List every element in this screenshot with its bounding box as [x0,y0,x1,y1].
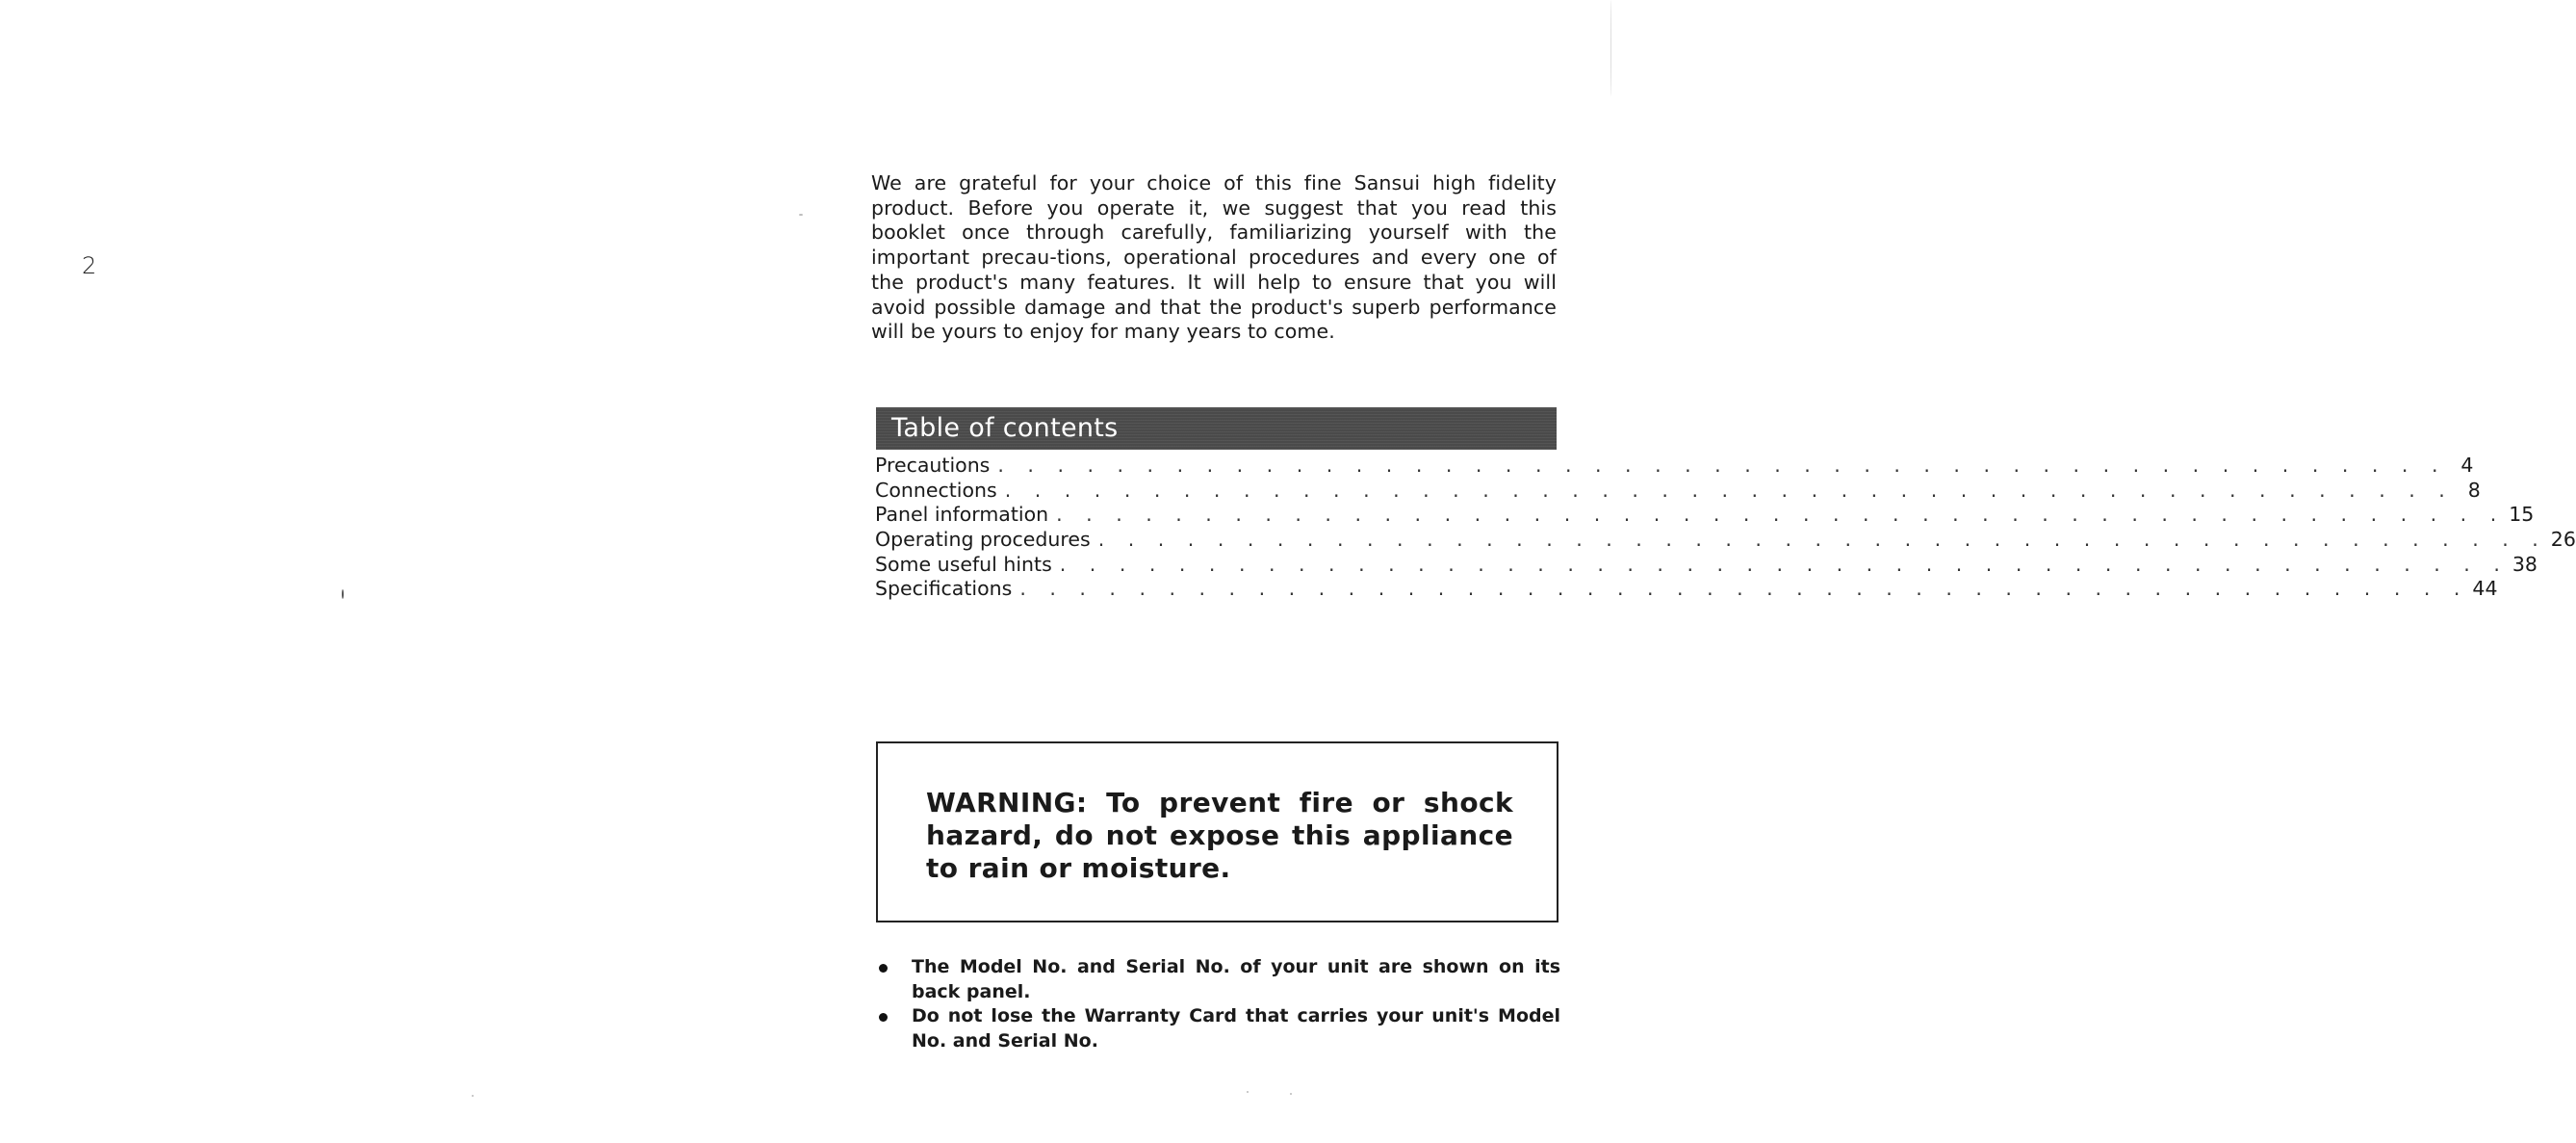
toc-leader-dots: . . . . . . . . . . . . . . . . . . . . . . . . . . . . . . . . . . . . . . . . . . . . . . . . . [1097,528,2547,552]
page-number: 2 [82,252,97,279]
note-item [871,955,1560,1004]
toc-item [875,552,2537,578]
toc-leader-dots: . . . . . . . . . . . . . . . . . . . . . . . . . . . . . . . . . . . . . . . . . . . . . . . . . [997,454,2447,477]
toc-item [875,478,2481,504]
toc-leader-dots: . . . . . . . . . . . . . . . . . . . . . . . . . . . . . . . . . . . . . . . . . . . . . . . . . [1004,478,2454,502]
toc-item-page: 15 [2509,503,2535,527]
scan-speck [1290,1093,1292,1095]
scan-speck [1610,0,1611,96]
toc-leader-dots: . . . . . . . . . . . . . . . . . . . . . . . . . . . . . . . . . . . . . . . . . . . . . . . . . [1056,503,2506,527]
toc-list [875,454,2576,602]
toc-item [875,577,2498,602]
toc-item-title: Operating procedures [875,528,1091,552]
toc-item-title: Some useful hints [875,552,1052,576]
toc-item-title: Connections [875,478,997,502]
warning-text: WARNING: To prevent fire or shock hazard, do not expose this appliance to rain or moisture. [926,787,1513,884]
toc-item-page: 38 [2512,552,2537,576]
notes-list [871,955,1560,1053]
toc-item-page: 8 [2467,478,2481,502]
toc-leader-dots: . . . . . . . . . . . . . . . . . . . . . . . . . . . . . . . . . . . . . . . . . . . . . . . . . [1019,577,2469,601]
note-text: The Model No. and Serial No. of your unit are shown on its back panel. [912,956,1560,1002]
toc-item-title: Precautions [875,454,991,477]
scan-speck [1247,1091,1249,1093]
note-item [871,1004,1560,1053]
toc-item [875,454,2474,479]
toc-item-page: 44 [2472,577,2498,601]
intro-paragraph: We are grateful for your choice of this fine Sansui high fidelity product. Before you operate it, we suggest that you read this booklet once through carefully, familiarizing yourself with the important precau-tions, operational procedures and every one of the product's many features. It will help to ensure that you will avoid possible damage and that the product's superb performance will be yours to enjoy for many years to come. [871,171,1557,344]
scan-speck [342,589,344,599]
toc-item-title: Panel information [875,503,1049,527]
bullet-icon [879,964,888,973]
note-text: Do not lose the Warranty Card that carries your unit's Model No. and Serial No. [912,1005,1560,1052]
toc-item [875,528,2576,553]
scan-speck [472,1095,474,1097]
toc-item [875,503,2535,528]
toc-leader-dots: . . . . . . . . . . . . . . . . . . . . . . . . . . . . . . . . . . . . . . . . . . . . . . . . . [1059,552,2509,576]
toc-item-page: 4 [2460,454,2474,477]
toc-item-page: 26 [2550,528,2576,552]
toc-item-title: Specifications [875,577,1013,601]
bullet-icon [879,1013,888,1022]
toc-heading: Table of contents [876,407,1557,450]
scan-speck [799,214,803,216]
warning-box [876,741,1558,922]
